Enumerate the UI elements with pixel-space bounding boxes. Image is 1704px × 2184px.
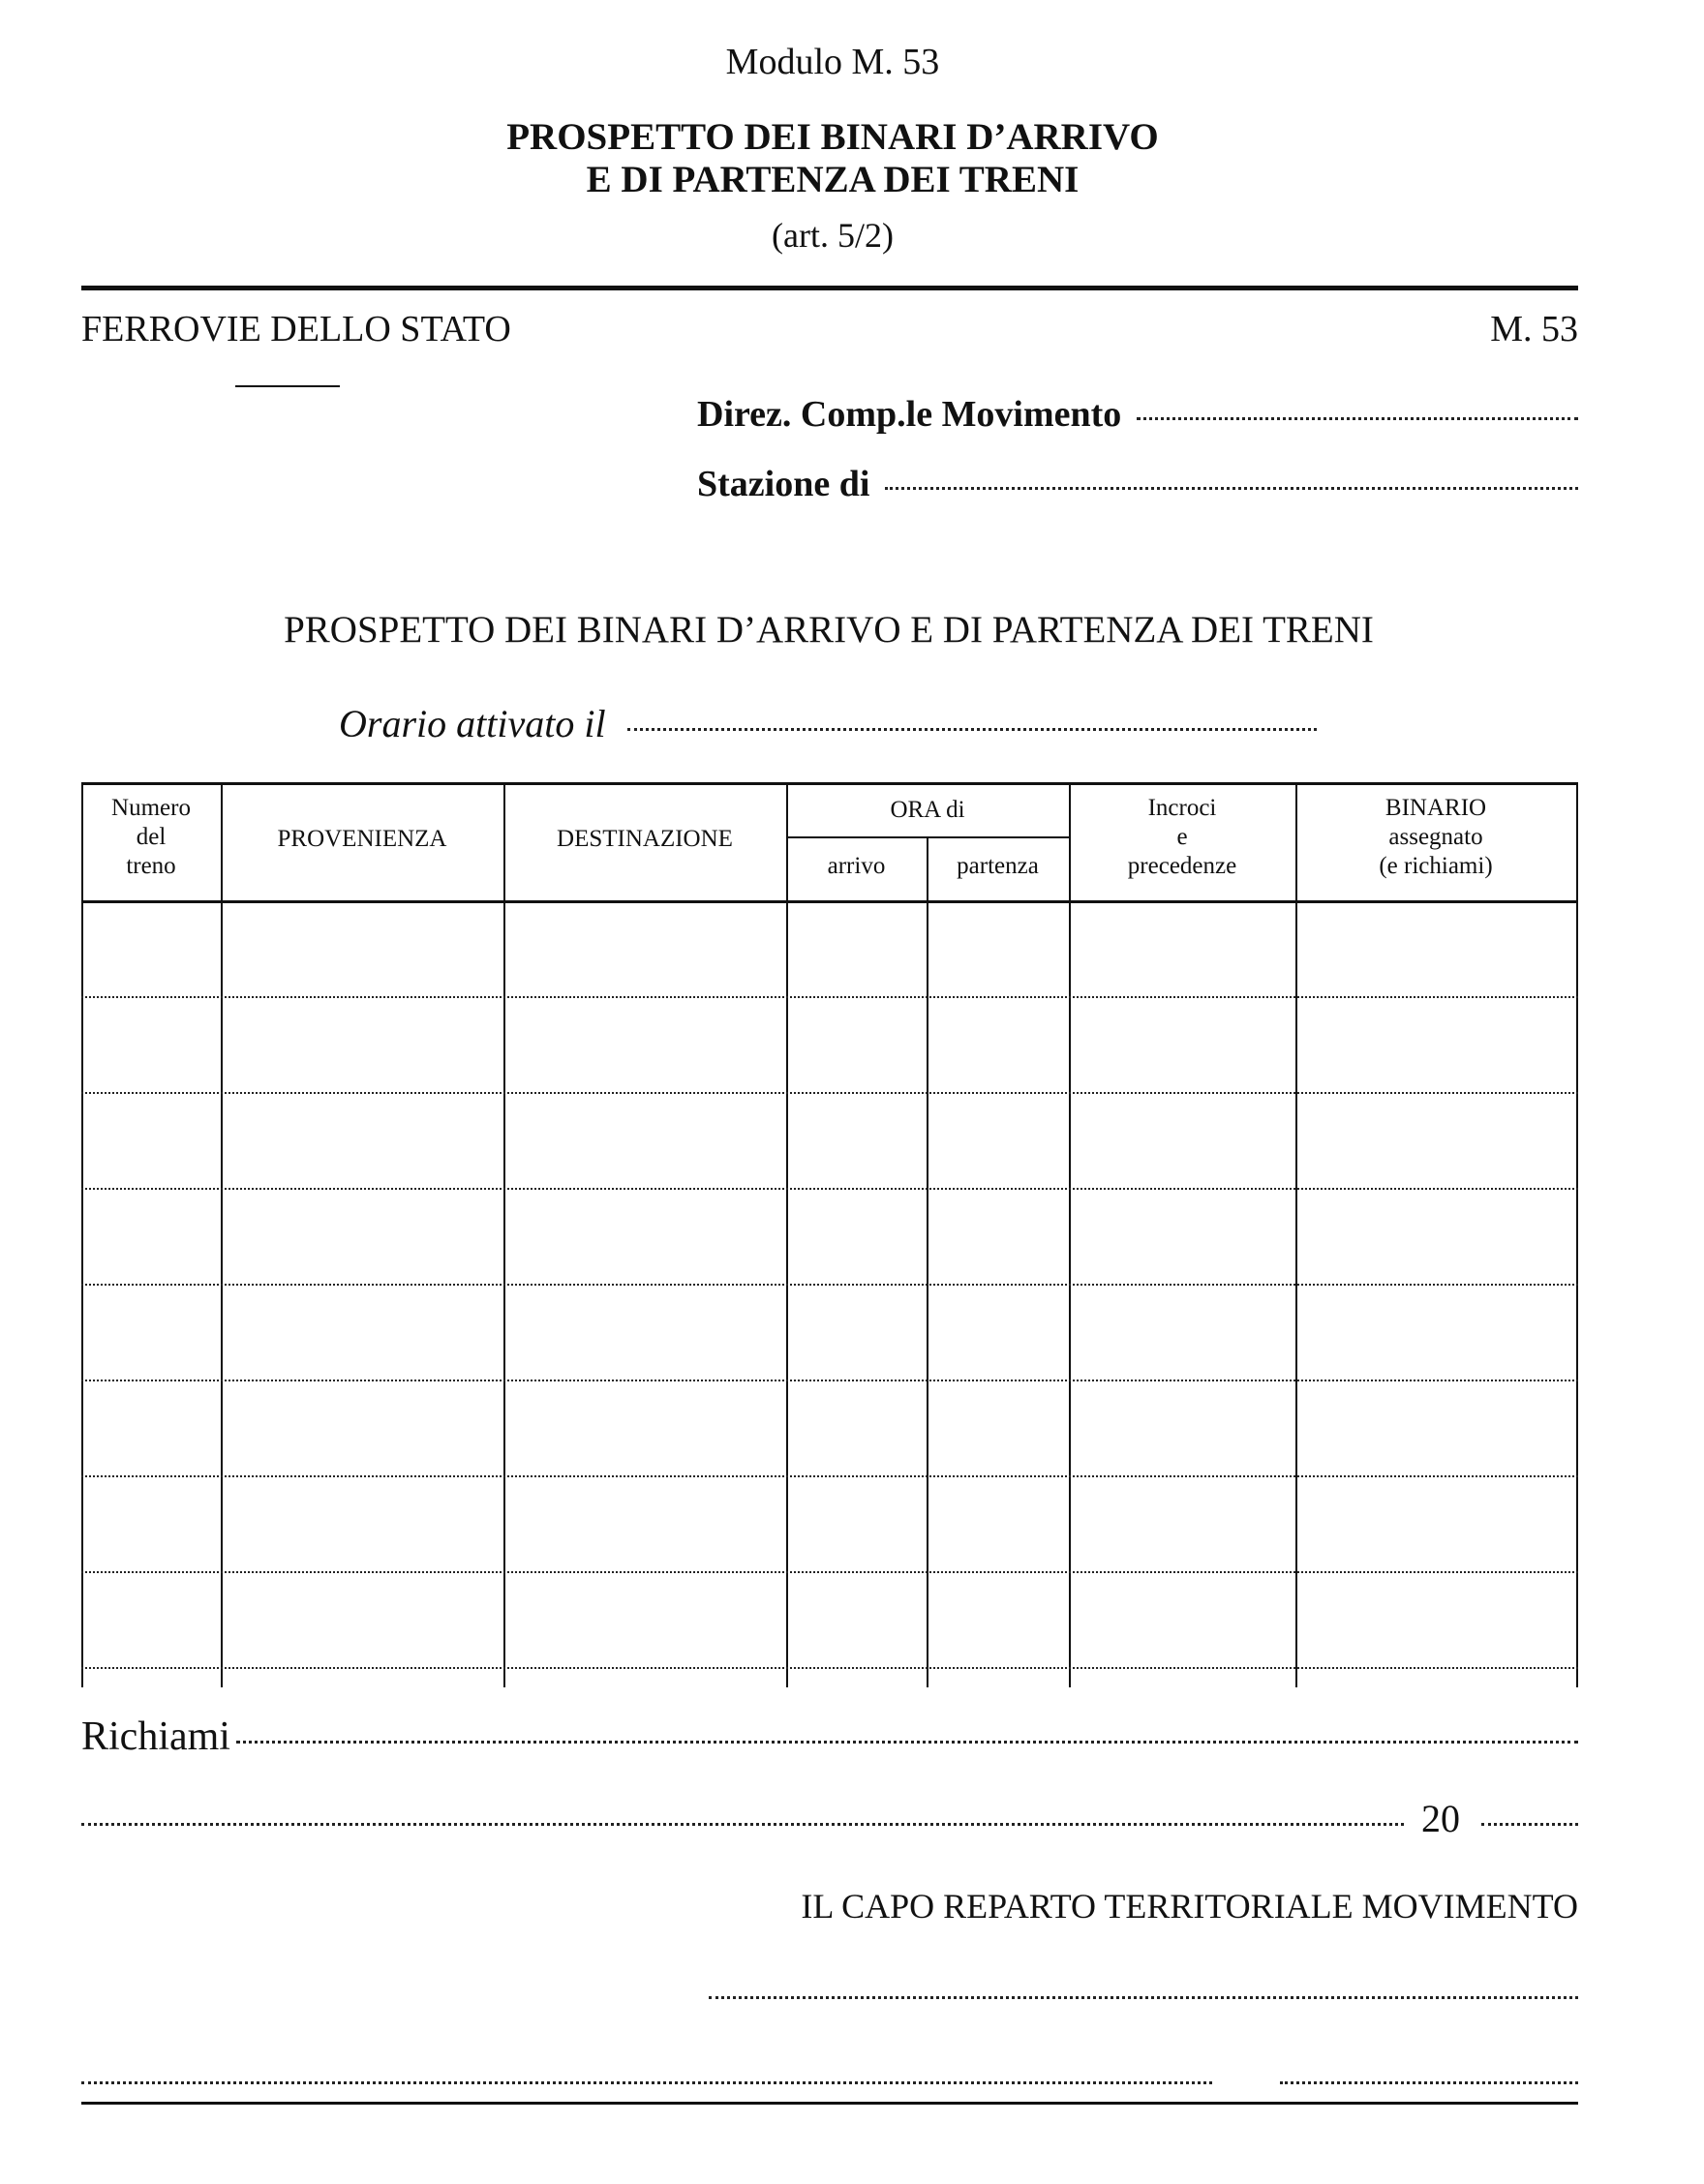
form-code-heading: Modulo M. 53 xyxy=(725,42,940,82)
table-row[interactable] xyxy=(81,1380,1578,1381)
header-text: assegnato xyxy=(1388,824,1483,850)
direzione-field[interactable] xyxy=(697,393,1578,436)
table-row[interactable] xyxy=(81,1475,1578,1477)
table-row[interactable] xyxy=(81,996,1578,998)
direzione-label: Direz. Comp.le Movimento xyxy=(697,394,1122,435)
year-input-line[interactable] xyxy=(1481,1822,1578,1826)
orario-label: Orario attivato il xyxy=(339,702,606,745)
header-text: (e richiami) xyxy=(1379,853,1493,879)
top-divider xyxy=(81,286,1578,290)
col-border xyxy=(503,782,505,1687)
header-provenienza: PROVENIENZA xyxy=(277,826,447,852)
col-border xyxy=(81,782,83,1687)
col-border xyxy=(1295,782,1297,1687)
header-partenza: partenza xyxy=(957,853,1039,879)
table-row[interactable] xyxy=(81,1667,1578,1669)
header-text: treno xyxy=(126,853,176,879)
col-border xyxy=(221,782,223,1687)
col-border xyxy=(786,782,788,1687)
header-numero-treno xyxy=(81,794,221,881)
date-field[interactable] xyxy=(81,1796,1578,1841)
header-text: Numero xyxy=(111,795,191,821)
train-tracks-table xyxy=(81,782,1578,1687)
signature-line[interactable] xyxy=(709,1996,1578,1999)
bottom-divider xyxy=(81,2102,1578,2105)
col-border xyxy=(1069,782,1071,1687)
richiami-label: Richiami xyxy=(81,1714,230,1759)
header-text: precedenze xyxy=(1127,853,1237,879)
richiami-field[interactable] xyxy=(81,1714,1578,1760)
organization-name: FERROVIE DELLO STATO xyxy=(81,309,511,349)
header-text: BINARIO xyxy=(1384,795,1487,821)
table-row[interactable] xyxy=(81,1284,1578,1286)
col-border xyxy=(1576,782,1578,1687)
article-reference: (art. 5/2) xyxy=(772,216,894,255)
signer-title: IL CAPO REPARTO TERRITORIALE MOVIMENTO xyxy=(801,1887,1578,1926)
form-code: M. 53 xyxy=(1490,309,1578,349)
header-incroci xyxy=(1069,794,1295,881)
col-border xyxy=(927,836,928,1687)
short-divider xyxy=(235,385,340,387)
stazione-label: Stazione di xyxy=(697,464,870,504)
stazione-field[interactable] xyxy=(697,463,1578,505)
direzione-input-line[interactable] xyxy=(1137,416,1578,420)
header-text: del xyxy=(136,824,167,850)
form-title-line1: PROSPETTO DEI BINARI D’ARRIVO xyxy=(506,116,1159,158)
table-header-border xyxy=(81,900,1578,903)
header-text: e xyxy=(1176,824,1188,850)
place-input-line[interactable] xyxy=(81,1822,1404,1826)
orario-input-line[interactable] xyxy=(627,727,1317,731)
header-arrivo: arrivo xyxy=(827,853,886,879)
header-destinazione: DESTINAZIONE xyxy=(557,826,733,852)
header-binario xyxy=(1295,794,1576,881)
table-row[interactable] xyxy=(81,1092,1578,1094)
header-ora-di: ORA di xyxy=(890,797,965,823)
year-prefix: 20 xyxy=(1421,1797,1460,1840)
bottom-input-line-right[interactable] xyxy=(1280,2081,1578,2084)
header-text: Incroci xyxy=(1147,795,1217,821)
table-top-border xyxy=(81,782,1578,785)
bottom-input-line-left[interactable] xyxy=(81,2081,1212,2084)
stazione-input-line[interactable] xyxy=(885,486,1578,490)
document-title: PROSPETTO DEI BINARI D’ARRIVO E DI PARTENZA DEI TRENI xyxy=(284,609,1374,651)
orario-field[interactable] xyxy=(339,701,1317,746)
richiami-input-line[interactable] xyxy=(236,1740,1578,1744)
form-title-line2: E DI PARTENZA DEI TRENI xyxy=(586,159,1080,200)
table-row[interactable] xyxy=(81,1188,1578,1190)
table-row[interactable] xyxy=(81,1571,1578,1573)
